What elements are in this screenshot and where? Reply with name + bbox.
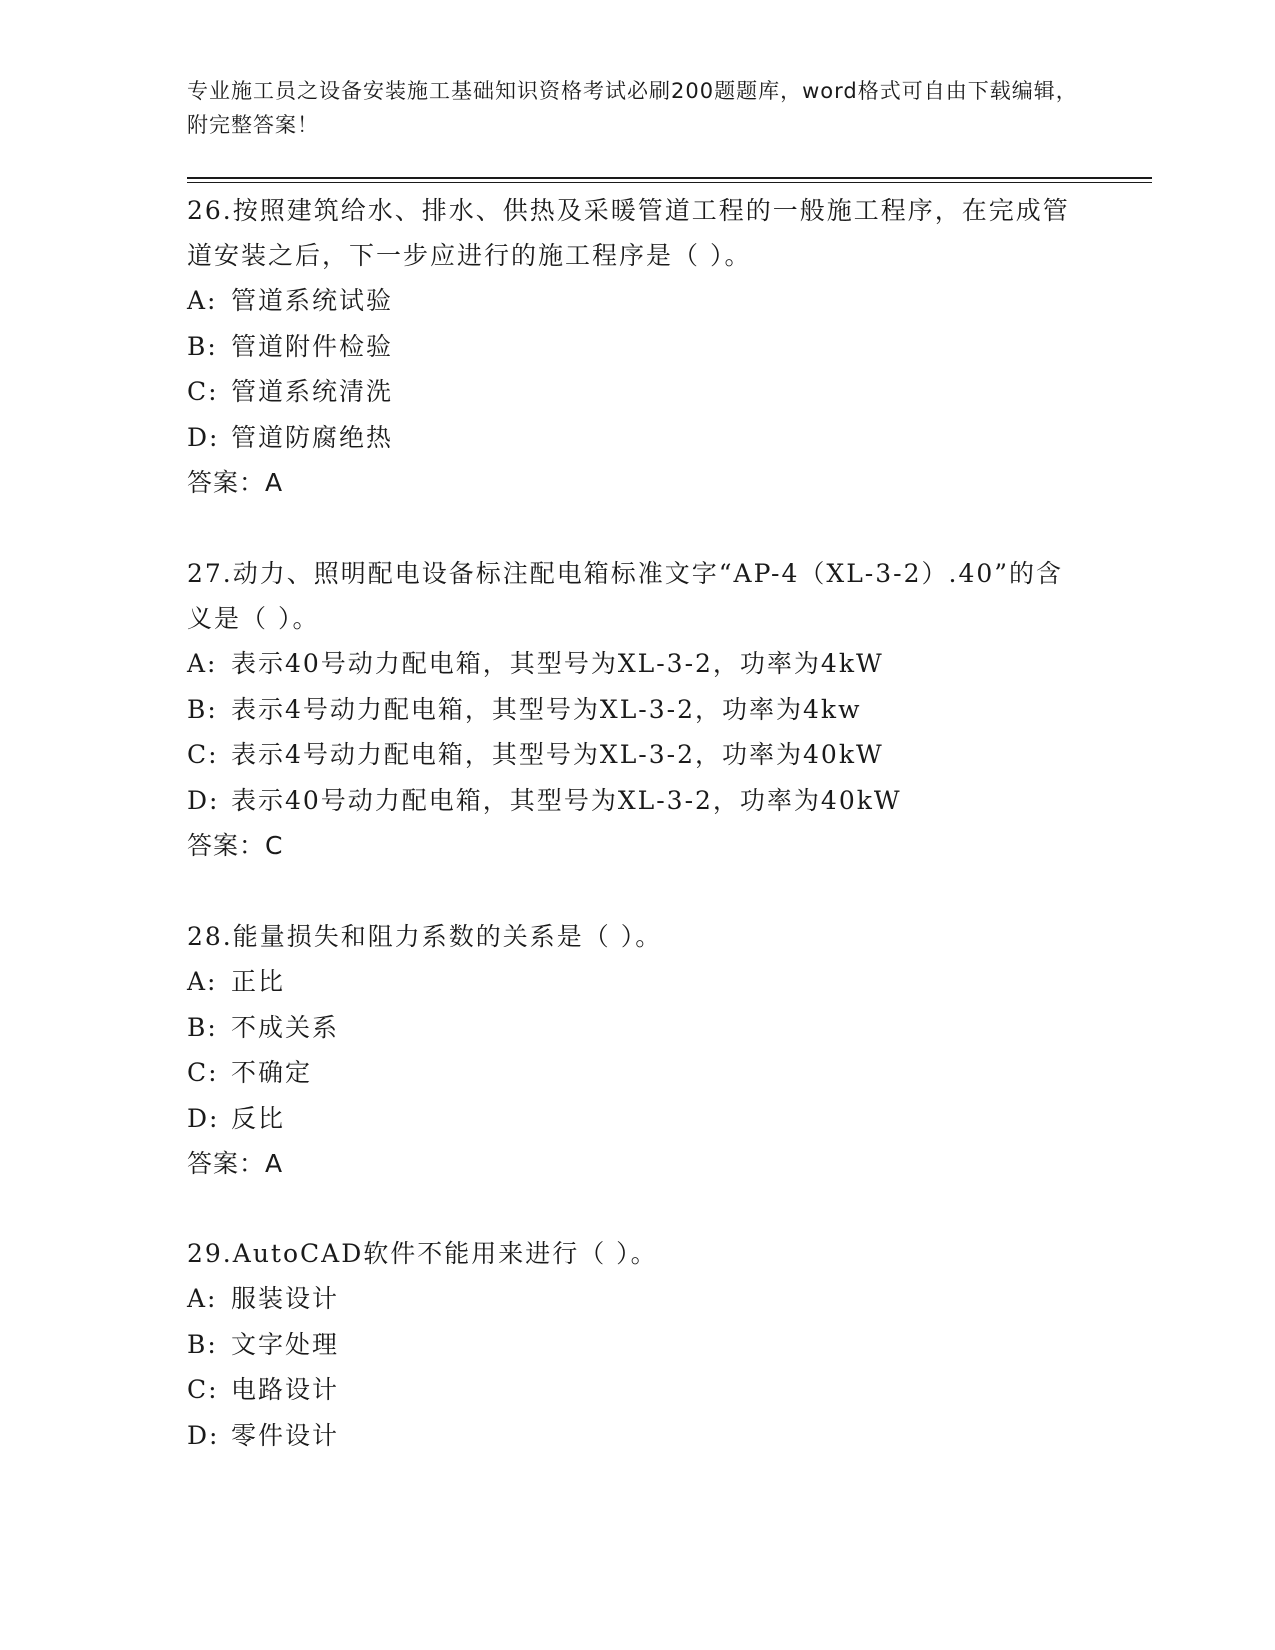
question-26 — [187, 188, 1087, 505]
question-text: 27.动力、照明配电设备标注配电箱标准文字“AP-4（XL-3-2）.40”的含义是（ ）。 — [187, 559, 1064, 633]
option-text: 管道附件检验 — [231, 331, 394, 361]
answer-line: 答案：A — [187, 468, 284, 497]
option-key: A: — [187, 1284, 218, 1313]
option-text: 管道防腐绝热 — [231, 422, 394, 452]
option-text: 不确定 — [231, 1058, 313, 1087]
option-d — [187, 778, 1087, 824]
option-text: 管道系统清洗 — [231, 377, 394, 406]
option-text: 文字处理 — [231, 1329, 340, 1359]
option-key: B: — [187, 331, 218, 361]
option-c — [187, 732, 1087, 778]
option-key: D: — [187, 422, 220, 452]
question-29 — [187, 1231, 1087, 1458]
option-d — [187, 415, 1087, 461]
question-text: 29.AutoCAD软件不能用来进行（ ）。 — [187, 1239, 658, 1268]
option-text: 反比 — [231, 1103, 286, 1133]
option-key: B: — [187, 694, 218, 724]
option-key: A: — [187, 286, 218, 315]
question-28 — [187, 914, 1087, 1186]
option-key: C: — [187, 1058, 219, 1087]
option-key: A: — [187, 967, 218, 996]
option-a — [187, 1276, 1087, 1322]
option-text: 表示4号动力配电箱，其型号为XL-3-2，功率为4kw — [231, 694, 862, 724]
option-a — [187, 278, 1087, 324]
option-text: 零件设计 — [231, 1420, 340, 1450]
option-key: C: — [187, 740, 219, 769]
option-c — [187, 1367, 1087, 1413]
option-key: B: — [187, 1012, 218, 1042]
answer-line: 答案：C — [187, 831, 284, 860]
option-c — [187, 369, 1087, 415]
question-27 — [187, 551, 1087, 868]
document-header: 专业施工员之设备安装施工基础知识资格考试必刷200题题库，word格式可自由下载编辑，附完整答案！ — [187, 79, 1078, 137]
answer-line: 答案：A — [187, 1149, 284, 1178]
header-rule-thick — [187, 177, 1152, 179]
option-key: A: — [187, 649, 218, 678]
option-b — [187, 687, 1087, 733]
option-key: C: — [187, 377, 219, 406]
option-b — [187, 1322, 1087, 1368]
question-text: 28.能量损失和阻力系数的关系是（ ）。 — [187, 922, 663, 951]
option-text: 表示40号动力配电箱，其型号为XL-3-2，功率为4kW — [231, 649, 884, 678]
option-b — [187, 324, 1087, 370]
option-key: D: — [187, 785, 220, 815]
option-key: C: — [187, 1375, 219, 1404]
option-text: 电路设计 — [231, 1375, 340, 1404]
option-key: B: — [187, 1329, 218, 1359]
question-text: 26.按照建筑给水、排水、供热及采暖管道工程的一般施工程序，在完成管道安装之后，下一步应进行的施工程序是（ ）。 — [187, 196, 1070, 270]
option-key: D: — [187, 1103, 220, 1133]
option-d — [187, 1413, 1087, 1459]
header-rule-thin — [187, 182, 1152, 183]
option-key: D: — [187, 1420, 220, 1450]
option-text: 服装设计 — [231, 1284, 340, 1313]
option-b — [187, 1005, 1087, 1051]
option-text: 表示4号动力配电箱，其型号为XL-3-2，功率为40kW — [231, 740, 884, 769]
option-text: 管道系统试验 — [231, 286, 394, 315]
option-text: 正比 — [231, 967, 286, 996]
option-d — [187, 1096, 1087, 1142]
option-c — [187, 1050, 1087, 1096]
option-text: 表示40号动力配电箱，其型号为XL-3-2，功率为40kW — [231, 785, 902, 815]
option-a — [187, 959, 1087, 1005]
option-text: 不成关系 — [231, 1012, 340, 1042]
option-a — [187, 641, 1087, 687]
